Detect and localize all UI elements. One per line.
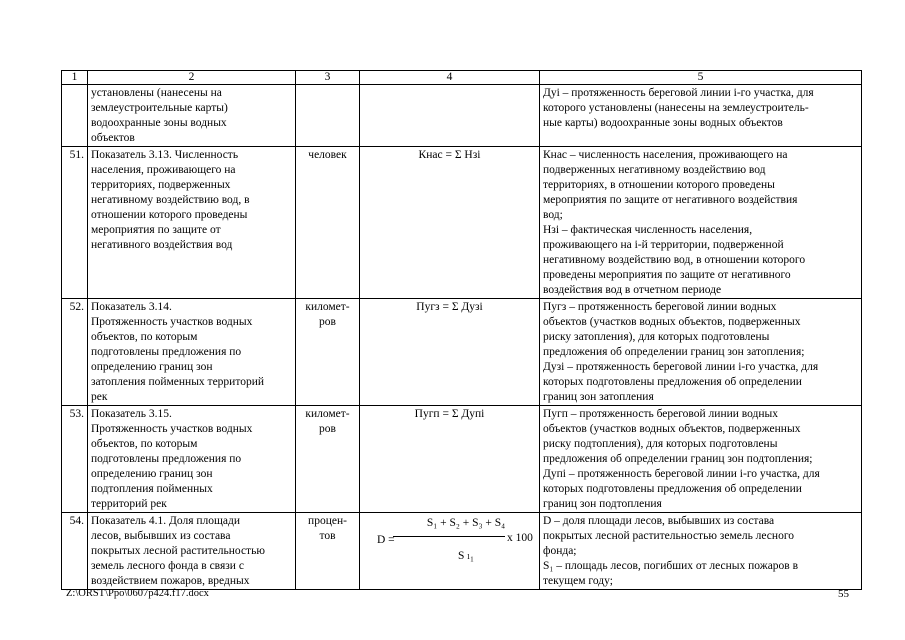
table-row: [62, 299, 862, 406]
indicator-name: установлены (нанесены на землеустроительные карты) водоохранные зоны водных объектов: [88, 85, 296, 147]
header-row: [62, 71, 862, 85]
row-number: [62, 85, 88, 147]
formula-numerator: S₁ + S₂ + S₃ + S₄: [426, 517, 506, 529]
footer-file-path: Z:\ORST\Ppo\0607p424.f17.docx: [66, 588, 209, 599]
row-number: 52.: [62, 299, 88, 406]
table-row: [62, 147, 862, 299]
description-cell: D – доля площади лесов, выбывших из состава покрытых лесной растительностью земель лесного фонда; S₁ – площадь лесов, погибших от лесных пожаров в текущем году;: [540, 513, 862, 590]
indicator-name: Показатель 3.15. Протяженность участков водных объектов, по которым подготовлены предложения по определению границ зон подтопления пойменных территорий рек: [88, 406, 296, 513]
header-col-5: 5: [540, 71, 862, 85]
unit-cell: [296, 85, 360, 147]
row-number: 54.: [62, 513, 88, 590]
formula-cell: [360, 85, 540, 147]
fraction-formula: [363, 514, 536, 576]
formula-cell: Пугп = Σ Дупi: [360, 406, 540, 513]
header-col-3: 3: [296, 71, 360, 85]
formula-cell: Пугз = Σ Дузi: [360, 299, 540, 406]
header-col-1: 1: [62, 71, 88, 85]
description-cell: Кнас – численность населения, проживающего на подверженных негативному воздействию вод территориях, в отношении которого проведены мероприятия по защите от негативного воздействия вод; Нзi – фактическая численность населения, проживающего на i-й территории, подверженной негативному воздействию вод, в отношении которого проведены мероприятия по защите от негативного воздействия вод в отчетном периоде: [540, 147, 862, 299]
formula-lhs: D =: [377, 534, 395, 546]
unit-cell: процен- тов: [296, 513, 360, 590]
table-row: [62, 406, 862, 513]
unit-cell: человек: [296, 147, 360, 299]
indicator-table: [61, 70, 862, 590]
formula-cell: Кнас = Σ Нзi: [360, 147, 540, 299]
row-number: 51.: [62, 147, 88, 299]
description-cell: Пугп – протяженность береговой линии водных объектов (участков водных объектов, подверженных риску подтопления), для которых подготовлены предложения об определении границ зон подтопления; Дупi – протяженность береговой линии i-го участка, для которых подготовлены предложения об определении границ зон подтопления: [540, 406, 862, 513]
fraction-bar: [393, 536, 505, 537]
description-cell: Пугз – протяженность береговой линии водных объектов (участков водных объектов, подверженных риску затопления), для которых подготовлены предложения об определении границ зон затопления; Дузi – протяженность береговой линии i-го участка, для которых подготовлены предложения об определении границ зон затопления: [540, 299, 862, 406]
indicator-name: Показатель 3.13. Численность населения, проживающего на территориях, подверженных негативному воздействию вод, в отношении которого проведены мероприятия по защите от негативного воздействия вод: [88, 147, 296, 299]
indicator-name: Показатель 3.14. Протяженность участков водных объектов, по которым подготовлены предложения по определению границ зон затопления пойменных территорий рек: [88, 299, 296, 406]
indicator-name: Показатель 4.1. Доля площади лесов, выбывших из состава покрытых лесной растительностью земель лесного фонда в связи с воздействием пожаров, вредных: [88, 513, 296, 590]
table-row-continuation: [62, 85, 862, 147]
formula-multiplier: x 100: [507, 532, 533, 544]
unit-cell: километ- ров: [296, 406, 360, 513]
page-number: 55: [838, 588, 849, 600]
formula-denominator: S ₗ₁: [457, 550, 475, 562]
description-cell: Дуi – протяженность береговой линии i-го участка, для которого установлены (нанесены на землеустроитель- ные карты) водоохранные зоны водных объектов: [540, 85, 862, 147]
formula-cell: [360, 513, 540, 590]
unit-cell: километ- ров: [296, 299, 360, 406]
row-number: 53.: [62, 406, 88, 513]
table-row: [62, 513, 862, 590]
header-col-2: 2: [88, 71, 296, 85]
header-col-4: 4: [360, 71, 540, 85]
